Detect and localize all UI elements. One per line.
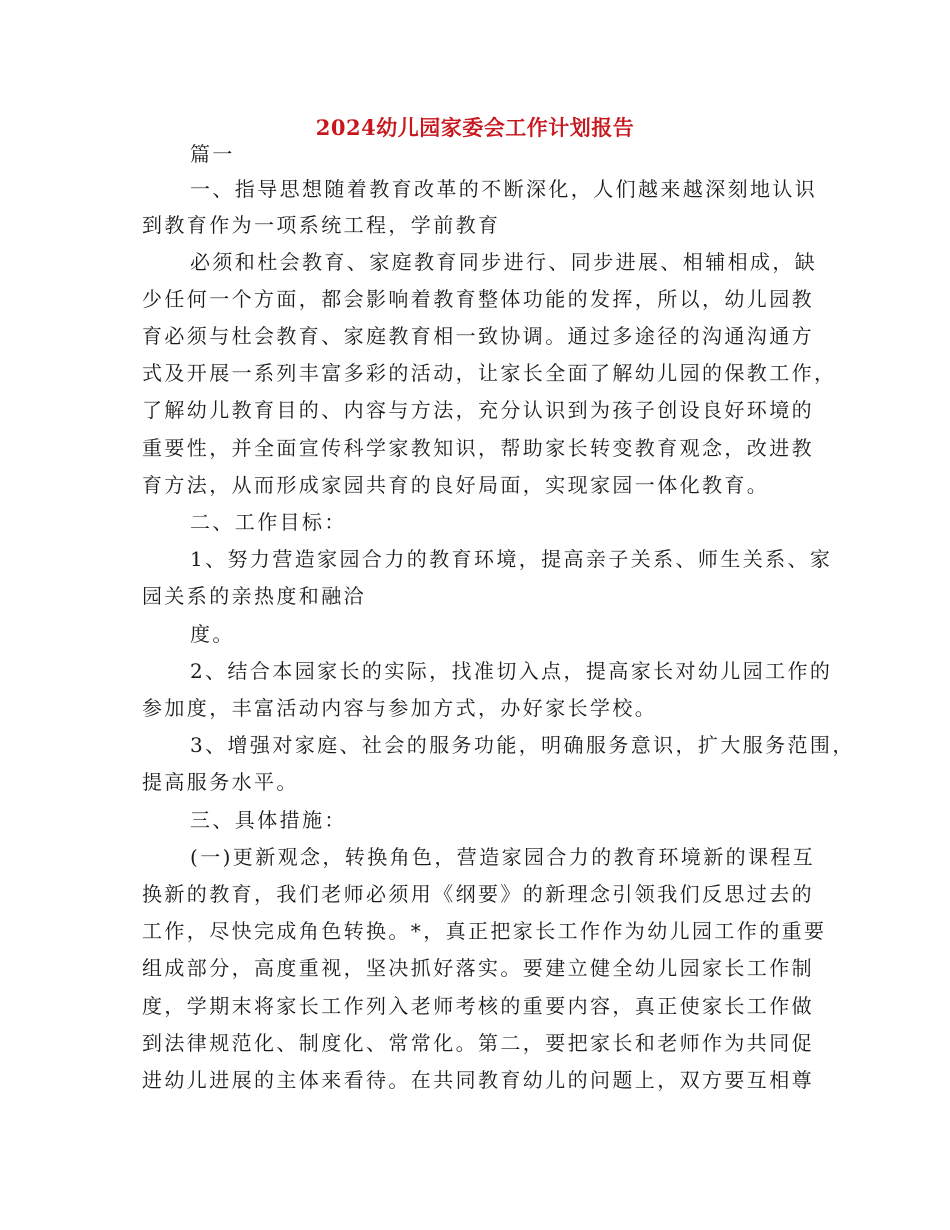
paragraph-line: 到法律规范化、制度化、常常化。第二，要把家长和老师作为共同促	[142, 1031, 814, 1055]
paragraph-line: 一、指导思想随着教育改革的不断深化，人们越来越深刻地认识	[190, 177, 818, 201]
document-title: 2024幼儿园家委会工作计划报告	[315, 115, 635, 140]
section-label: 篇一	[190, 142, 235, 166]
paragraph-line: 园关系的亲热度和融洽	[142, 584, 366, 608]
paragraph-line: 度。	[190, 622, 235, 646]
paragraph-line: 度，学期末将家长工作列入老师考核的重要内容，真正使家长工作做	[142, 994, 814, 1018]
paragraph-line: 提高服务水平。	[142, 770, 299, 794]
paragraph-line: 式及开展一系列丰富多彩的活动，让家长全面了解幼儿园的保教工作，	[142, 361, 837, 385]
paragraph-line: 了解幼儿教育目的、内容与方法，充分认识到为孩子创设良好环境的	[142, 398, 814, 422]
paragraph-line: 到教育作为一项系统工程，学前教育	[142, 213, 501, 237]
paragraph-line: 工作，尽快完成角色转换。*，真正把家长工作作为幼儿园工作的重要	[142, 919, 827, 943]
paragraph-line: 育方法，从而形成家园共育的良好局面，实现家园一体化教育。	[142, 473, 770, 497]
paragraph-line: 重要性，并全面宣传科学家教知识，帮助家长转变教育观念，改进教	[142, 436, 814, 460]
paragraph-line: 育必须与杜会教育、家庭教育相一致协调。通过多途径的沟通沟通方	[142, 324, 814, 348]
paragraph-line: 2、结合本园家长的实际，找准切入点，提高家长对幼儿园工作的	[190, 659, 833, 683]
section-heading: 二、工作目标：	[190, 510, 347, 534]
paragraph-line: 进幼儿进展的主体来看待。在共同教育幼儿的问题上，双方要互相尊	[142, 1068, 814, 1092]
paragraph-line: (一)更新观念，转换角色，营造家园合力的教育环境新的课程互	[190, 845, 816, 869]
section-heading: 三、具体措施：	[190, 808, 347, 832]
paragraph-line: 换新的教育，我们老师必须用《纲要》的新理念引领我们反思过去的	[142, 882, 814, 906]
paragraph-line: 少任何一个方面，都会影响着教育整体功能的发挥，所以，幼儿园教	[142, 287, 814, 311]
paragraph-line: 参加度，丰富活动内容与参加方式，办好家长学校。	[142, 696, 658, 720]
paragraph-line: 组成部分，高度重视，坚决抓好落实。要建立健全幼儿园家长工作制	[142, 956, 814, 980]
paragraph-line: 必须和杜会教育、家庭教育同步进行、同步进展、相辅相成，缺	[190, 250, 818, 274]
paragraph-line: 1、努力营造家园合力的教育环境，提高亲子关系、师生关系、家	[190, 547, 833, 571]
paragraph-line: 3、增强对家庭、社会的服务功能，明确服务意识，扩大服务范围，	[190, 733, 855, 757]
